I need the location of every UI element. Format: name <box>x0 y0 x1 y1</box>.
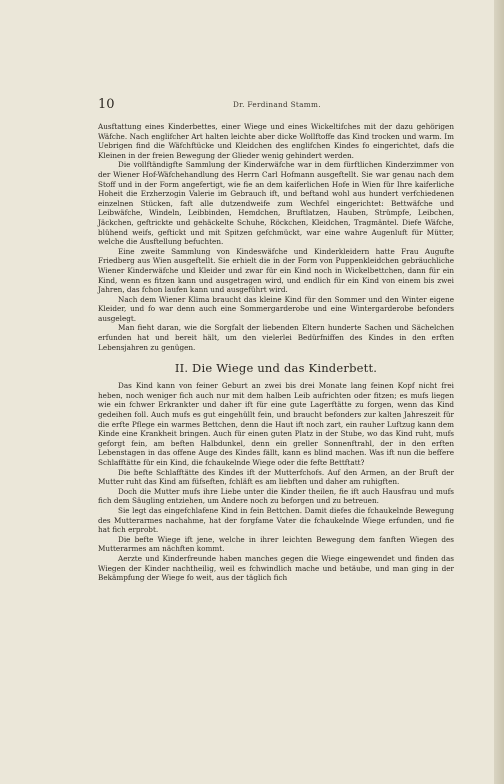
paragraph: Ausftattung eines Kinderbettes, einer Wiege und eines Wickeltifches mit der dazu gehörigen Wäfche. Nach englifcher Art halten leichte aber dicke Wollftoffe das Kind trocken und warm. Im Uebrigen find die Wäfchftücke und Kleidchen des englifchen Kindes fo eingerichtet, dafs die Kleinen in der freien Bewegung der Glieder wenig gehindert werden. <box>98 122 454 160</box>
paragraph: Das Kind kann von feiner Geburt an zwei bis drei Monate lang feinen Kopf nicht frei heben, noch weniger fich auch nur mit dem halben Leib aufrichten oder fitzen; es mufs liegen wie ein fchwer Erkrankter und daher ift für eine gute Lagerftätte zu forgen, wenn das Kind gedeihen foll. Auch mufs es gut eingehüllt fein, und braucht befonders zur kalten Jahreszeit für die erfte Pflege ein warmes Bettchen, denn die Haut ift noch zart, ein rauher Luftzug kann dem Kinde eine Krankheit bringen. Auch für einen guten Platz in der Stube, wo das Kind ruht, mufs geforgt fein, am beften Halbdunkel, denn ein greller Sonnenftrahl, der in den erften Lebenstagen in das offene Auge des Kindes fällt, kann es blind machen. Was ift nun die beffere Schlafftätte für ein Kind, die fchaukelnde Wiege oder die fefte Bettftatt? <box>98 381 454 467</box>
paragraph: Aerzte und Kinderfreunde haben manches gegen die Wiege eingewendet und finden das Wiegen der Kinder nachtheilig, weil es fchwindlich mache und betäube, und man ging in der Bekämpfung der Wiege fo weit, aus der täglich fich <box>98 553 454 583</box>
running-head: Dr. Ferdinand Stamm. <box>233 100 321 109</box>
paragraph: Nach dem Wiener Klima braucht das kleine Kind für den Sommer und den Winter eigene Kleider, und fo war denn auch eine Sommergarderobe und eine Wintergarderobe befonders ausgelegt. <box>98 294 454 323</box>
paragraph: Die vollftändigfte Sammlung der Kinderwäfche war in dem fürftlichen Kinderzimmer von der Wiener Hof-Wäfchehandlung des Herrn Carl Hofmann ausgeftellt. Sie war genau nach dem Stoff und in der Form angefertigt, wie fie an dem kaiferlichen Hofe in Wien für Ihre kaiferliche Hoheit die Erzherzogin Valerie im Gebrauch ift, und beftand wohl aus hundert verfchiedenen einzelnen Stücken, faft alle dutzendweife zum Wechfel eingerichtet: Bettwäfche und Leibwäfche, Windeln, Leibbinden, Hemdchen, Bruftlatzen, Hauben, Strümpfe, Leibchen, Jäckchen, geftrickte und gehäckelte Schuhe, Röckchen, Kleidchen, Tragmäntel. Diefe Wäfche, blühend weifs, geftickt und mit Spitzen gefchmückt, war eine wahre Augenluft für Mütter, welche die Ausftellung befuchten. <box>98 160 454 247</box>
paragraph: Die befte Wiege ift jene, welche in ihrer leichten Bewegung dem fanften Wiegen des Mutterarmes am nächften kommt. <box>98 534 454 554</box>
page-body <box>98 122 454 583</box>
paragraph: Die befte Schlafftätte des Kindes ift der Mutterfchofs. Auf den Armen, an der Bruft der Mutter ruht das Kind am füfseften, fchläft es am liebften und daher am ruhigften. <box>98 467 454 487</box>
paragraph: Man fieht daran, wie die Sorgfalt der liebenden Eltern hunderte Sachen und Sächelchen erfunden hat und bereit hält, um den vielerlei Bedürfniffen des Kindes in den erften Lebensjahren zu genügen. <box>98 323 454 352</box>
paragraph: Sie legt das eingefchlafene Kind in fein Bettchen. Damit diefes die fchaukelnde Bewegung des Mutterarmes nachahme, hat der forgfame Vater die fchaukelnde Wiege erfunden, und fie hat fich erprobt. <box>98 505 454 535</box>
page-number: 10 <box>98 97 115 112</box>
paragraph: Doch die Mutter mufs ihre Liebe unter die Kinder theilen, fie ift auch Hausfrau und mufs fich dem Säugling entziehen, um Andere noch zu beforgen und zu betreuen. <box>98 486 454 506</box>
section-heading: II. Die Wiege und das Kinderbett. <box>174 361 378 376</box>
page-header <box>98 97 454 111</box>
paragraph: Eine zweite Sammlung von Kindeswäfche und Kinderkleidern hatte Frau Augufte Friedberg aus Wien ausgeftellt. Sie erhielt die in der Form von Puppenkleidchen gebräuchliche Wiener Kinderwäfche und Kleider und zwar für ein Kind noch in Wickelbettchen, dann für ein Kind, wenn es fitzen kann und ausgetragen wird, und endlich für ein Kind von einem bis zwei Jahren, das fchon laufen kann und ausgeführt wird. <box>98 246 454 295</box>
page-edge <box>494 0 504 784</box>
